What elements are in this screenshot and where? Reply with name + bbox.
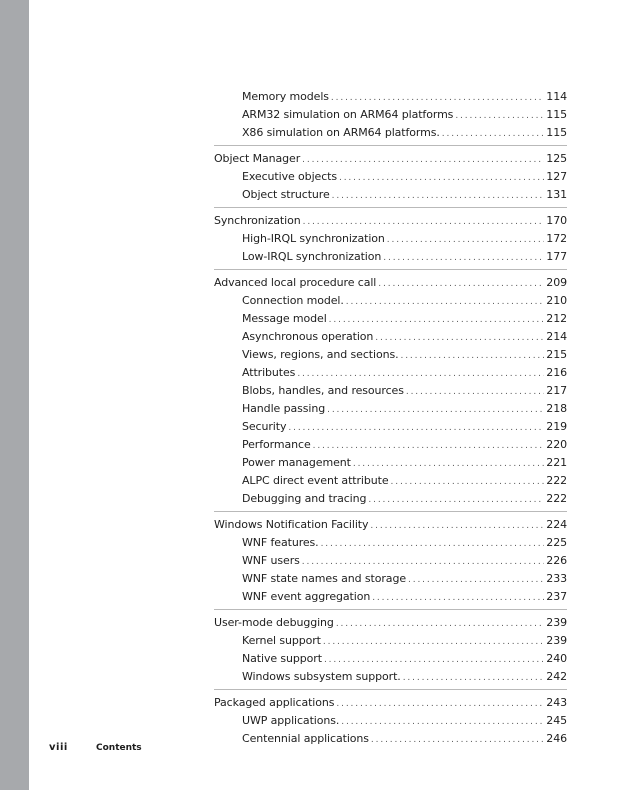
dot-leader [327, 401, 544, 419]
page-number: viii [49, 742, 68, 753]
toc-entry-page-number: 219 [546, 420, 567, 433]
toc-entry-page-number: 212 [546, 312, 567, 325]
running-head: Contents [96, 743, 142, 753]
toc-entry-page-number: 115 [546, 126, 567, 139]
toc-section-entry[interactable] [214, 150, 567, 168]
toc-entry-page-number: 115 [546, 108, 567, 121]
dot-leader [375, 329, 544, 347]
toc-entry-title: Performance [242, 438, 311, 451]
toc-entry-page-number: 218 [546, 402, 567, 415]
dot-leader [368, 491, 544, 509]
dot-leader [302, 151, 544, 169]
dot-leader [323, 633, 544, 651]
dot-leader [297, 365, 544, 383]
toc-subsection-entry[interactable] [214, 730, 567, 748]
toc-entry-title: Asynchronous operation [242, 330, 374, 343]
toc-entry-page-number: 216 [546, 366, 567, 379]
toc-entry-page-number: 245 [546, 714, 567, 727]
dot-leader [341, 713, 544, 731]
toc-subsection-entry[interactable] [214, 632, 567, 650]
toc-entry-title: Windows Notification Facility [214, 518, 369, 531]
toc-entry-title: Packaged applications [214, 696, 335, 709]
toc-subsection-entry[interactable] [214, 436, 567, 454]
section-divider [214, 511, 567, 512]
toc-entry-page-number: 242 [546, 670, 567, 683]
toc-entry-page-number: 170 [546, 214, 567, 227]
section-divider [214, 689, 567, 690]
toc-entry-title: High-IRQL synchronization [242, 232, 385, 245]
section-divider [214, 145, 567, 146]
toc-subsection-entry[interactable] [214, 418, 567, 436]
table-of-contents [214, 88, 567, 748]
toc-entry-title: Memory models [242, 90, 329, 103]
toc-section-entry[interactable] [214, 614, 567, 632]
toc-subsection-entry[interactable] [214, 292, 567, 310]
dot-leader [406, 383, 544, 401]
dot-leader [336, 615, 544, 633]
dot-leader [370, 517, 544, 535]
dot-leader [353, 455, 544, 473]
toc-entry-title: Connection model. [242, 294, 344, 307]
toc-subsection-entry[interactable] [214, 328, 567, 346]
toc-subsection-entry[interactable] [214, 310, 567, 328]
dot-leader [442, 125, 545, 143]
toc-entry-page-number: 237 [546, 590, 567, 603]
toc-entry-title: X86 simulation on ARM64 platforms. [242, 126, 440, 139]
dot-leader [331, 89, 544, 107]
toc-subsection-entry[interactable] [214, 124, 567, 142]
toc-subsection-entry[interactable] [214, 490, 567, 508]
section-divider [214, 269, 567, 270]
toc-entry-title: Message model [242, 312, 327, 325]
toc-subsection-entry[interactable] [214, 668, 567, 686]
toc-entry-title: WNF event aggregation [242, 590, 371, 603]
page-gutter-bar [0, 0, 29, 790]
dot-leader [378, 275, 544, 293]
dot-leader [403, 669, 545, 687]
toc-subsection-entry[interactable] [214, 400, 567, 418]
toc-entry-title: Views, regions, and sections. [242, 348, 399, 361]
toc-entry-title: Object structure [242, 188, 330, 201]
toc-entry-page-number: 172 [546, 232, 567, 245]
toc-entry-page-number: 240 [546, 652, 567, 665]
dot-leader [372, 589, 544, 607]
dot-leader [324, 651, 544, 669]
toc-entry-page-number: 125 [546, 152, 567, 165]
toc-subsection-entry[interactable] [214, 186, 567, 204]
toc-subsection-entry[interactable] [214, 168, 567, 186]
toc-subsection-entry[interactable] [214, 382, 567, 400]
toc-subsection-entry[interactable] [214, 230, 567, 248]
dot-leader [303, 213, 545, 231]
toc-entry-page-number: 226 [546, 554, 567, 567]
toc-subsection-entry[interactable] [214, 650, 567, 668]
dot-leader [339, 169, 544, 187]
toc-entry-page-number: 233 [546, 572, 567, 585]
toc-subsection-entry[interactable] [214, 534, 567, 552]
dot-leader [400, 347, 544, 365]
toc-entry-page-number: 131 [546, 188, 567, 201]
toc-entry-page-number: 209 [546, 276, 567, 289]
toc-entry-title: Native support [242, 652, 322, 665]
toc-entry-page-number: 239 [546, 616, 567, 629]
toc-subsection-entry[interactable] [214, 552, 567, 570]
toc-entry-title: Kernel support [242, 634, 321, 647]
toc-entry-page-number: 214 [546, 330, 567, 343]
dot-leader [329, 311, 545, 329]
toc-section-entry[interactable] [214, 212, 567, 230]
toc-entry-title: Debugging and tracing [242, 492, 367, 505]
dot-leader [321, 535, 545, 553]
dot-leader [313, 437, 545, 455]
toc-subsection-entry[interactable] [214, 588, 567, 606]
dot-leader [391, 473, 545, 491]
dot-leader [371, 731, 544, 749]
dot-leader [336, 695, 544, 713]
toc-entry-page-number: 225 [546, 536, 567, 549]
toc-entry-title: Low-IRQL synchronization [242, 250, 382, 263]
toc-entry-page-number: 177 [546, 250, 567, 263]
dot-leader [346, 293, 545, 311]
toc-entry-title: Centennial applications [242, 732, 369, 745]
toc-section-entry[interactable] [214, 694, 567, 712]
dot-leader [408, 571, 544, 589]
toc-entry-page-number: 217 [546, 384, 567, 397]
toc-subsection-entry[interactable] [214, 88, 567, 106]
toc-entry-title: Object Manager [214, 152, 301, 165]
toc-entry-page-number: 210 [546, 294, 567, 307]
page-footer [49, 742, 142, 754]
toc-subsection-entry[interactable] [214, 472, 567, 490]
toc-entry-page-number: 114 [546, 90, 567, 103]
toc-subsection-entry[interactable] [214, 712, 567, 730]
dot-leader [302, 553, 545, 571]
toc-entry-title: Blobs, handles, and resources [242, 384, 404, 397]
dot-leader [455, 107, 544, 125]
toc-entry-title: Synchronization [214, 214, 301, 227]
section-divider [214, 609, 567, 610]
toc-entry-title: Executive objects [242, 170, 337, 183]
toc-entry-title: Power management [242, 456, 351, 469]
toc-entry-page-number: 220 [546, 438, 567, 451]
toc-entry-title: Handle passing [242, 402, 326, 415]
toc-subsection-entry[interactable] [214, 346, 567, 364]
toc-subsection-entry[interactable] [214, 570, 567, 588]
toc-entry-page-number: 222 [546, 492, 567, 505]
toc-entry-title: Windows subsystem support. [242, 670, 401, 683]
toc-subsection-entry[interactable] [214, 364, 567, 382]
toc-entry-page-number: 243 [546, 696, 567, 709]
toc-entry-title: UWP applications. [242, 714, 340, 727]
toc-subsection-entry[interactable] [214, 248, 567, 266]
toc-entry-title: WNF features. [242, 536, 319, 549]
toc-entry-title: ARM32 simulation on ARM64 platforms [242, 108, 454, 121]
toc-subsection-entry[interactable] [214, 106, 567, 124]
toc-entry-title: WNF users [242, 554, 300, 567]
dot-leader [387, 231, 545, 249]
toc-entry-title: Attributes [242, 366, 296, 379]
toc-entry-title: WNF state names and storage [242, 572, 406, 585]
toc-subsection-entry[interactable] [214, 454, 567, 472]
toc-entry-page-number: 224 [546, 518, 567, 531]
toc-entry-page-number: 221 [546, 456, 567, 469]
toc-entry-page-number: 215 [546, 348, 567, 361]
toc-section-entry[interactable] [214, 516, 567, 534]
toc-entry-title: ALPC direct event attribute [242, 474, 389, 487]
toc-entry-title: User-mode debugging [214, 616, 334, 629]
toc-entry-page-number: 127 [546, 170, 567, 183]
toc-entry-page-number: 239 [546, 634, 567, 647]
toc-entry-page-number: 222 [546, 474, 567, 487]
dot-leader [383, 249, 544, 267]
dot-leader [332, 187, 545, 205]
toc-entry-title: Advanced local procedure call [214, 276, 377, 289]
toc-section-entry[interactable] [214, 274, 567, 292]
section-divider [214, 207, 567, 208]
toc-entry-page-number: 246 [546, 732, 567, 745]
dot-leader [288, 419, 544, 437]
toc-entry-title: Security [242, 420, 287, 433]
